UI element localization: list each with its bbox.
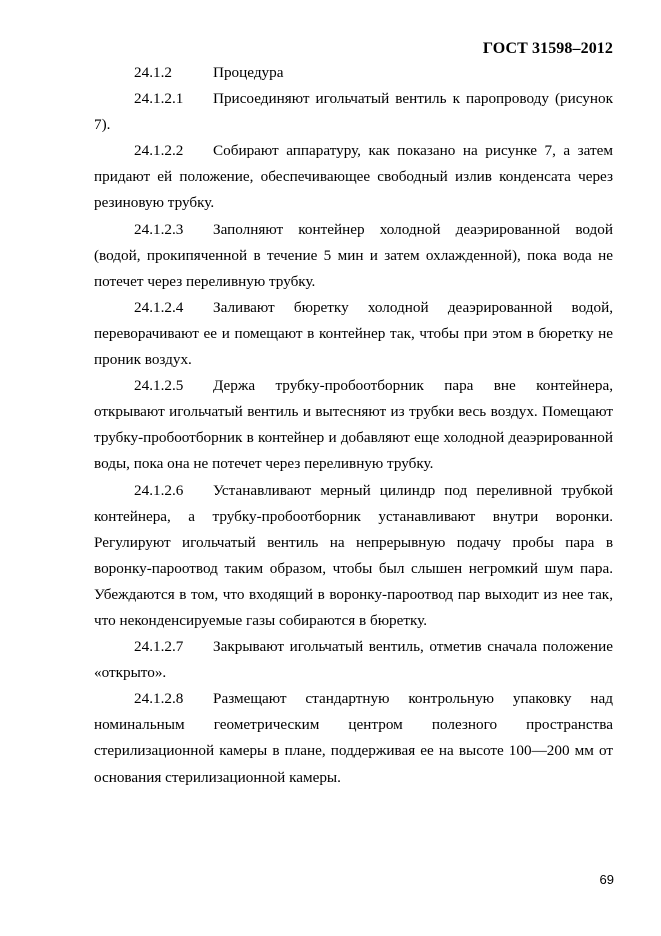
paragraph-24-1-2-1 — [94, 86, 613, 138]
clause-text: Держа трубку-пробоотборник пара вне контейнера, открывают игольчатый вентиль и вытесняют из трубки весь воздух. Помещают трубку-пробоотборник в контейнер и добавляют еще холодной деаэрированной воды, пока она не потечет через переливную трубку. — [94, 377, 613, 473]
clause-number: 24.1.2.2 — [134, 142, 184, 160]
paragraph-24-1-2-2 — [94, 138, 613, 216]
paragraph-24-1-2-8 — [94, 686, 613, 790]
clause-text: Закрывают игольчатый вентиль, отметив сначала положение «открыто». — [94, 638, 613, 682]
clause-text: Процедура — [213, 64, 284, 81]
document-standard-header: ГОСТ 31598–2012 — [482, 40, 613, 57]
clause-text: Присоединяют игольчатый вентиль к паропроводу (рисунок 7). — [94, 90, 613, 134]
clause-number: 24.1.2.6 — [134, 481, 184, 499]
clause-number: 24.1.2.1 — [134, 90, 184, 108]
clause-text: Заполняют контейнер холодной деаэрированной водой (водой, прокипяченной в течение 5 мин и затем охлажденной), пока вода не потечет через переливную трубку. — [94, 220, 613, 290]
paragraph-24-1-2-4 — [94, 295, 613, 373]
paragraph-24-1-2-7 — [94, 634, 613, 686]
clause-number: 24.1.2 — [134, 64, 172, 81]
document-body — [94, 60, 613, 791]
clause-text: Устанавливают мерный цилиндр под переливной трубкой контейнера, а трубку-пробоотборник устанавливают внутри воронки. Регулируют игольчатый вентиль на непрерывную подачу пробы пара в воронку-пароотвод таким образом, чтобы был слышен негромкий шум пара. Убеждаются в том, что входящий в воронку-пароотвод пар выходит из нее так, что неконденсируемые газы собираются в бюретку. — [94, 481, 613, 629]
clause-text: Собирают аппаратуру, как показано на рисунке 7, а затем придают ей положение, обеспечивающее свободный излив конденсата через резиновую трубку. — [94, 142, 613, 212]
paragraph-24-1-2-6 — [94, 478, 613, 635]
clause-number: 24.1.2.8 — [134, 690, 184, 708]
clause-text: Размещают стандартную контрольную упаковку над номинальным геометрическим центром полезного пространства стерилизационной камеры в плане, поддерживая ее на высоте 100—200 мм от основания стерилизационной камеры. — [94, 690, 613, 786]
paragraph-24-1-2-5 — [94, 373, 613, 477]
paragraph-24-1-2-3 — [94, 217, 613, 295]
clause-number: 24.1.2.3 — [134, 220, 184, 238]
clause-number: 24.1.2.7 — [134, 638, 184, 656]
paragraph-24-1-2 — [94, 60, 613, 86]
clause-number: 24.1.2.5 — [134, 377, 184, 395]
clause-number: 24.1.2.4 — [134, 298, 184, 316]
clause-text: Заливают бюретку холодной деаэрированной водой, переворачивают ее и помещают в контейнер так, чтобы при этом в бюретку не проник воздух. — [94, 298, 613, 369]
page-number: 69 — [599, 872, 614, 887]
